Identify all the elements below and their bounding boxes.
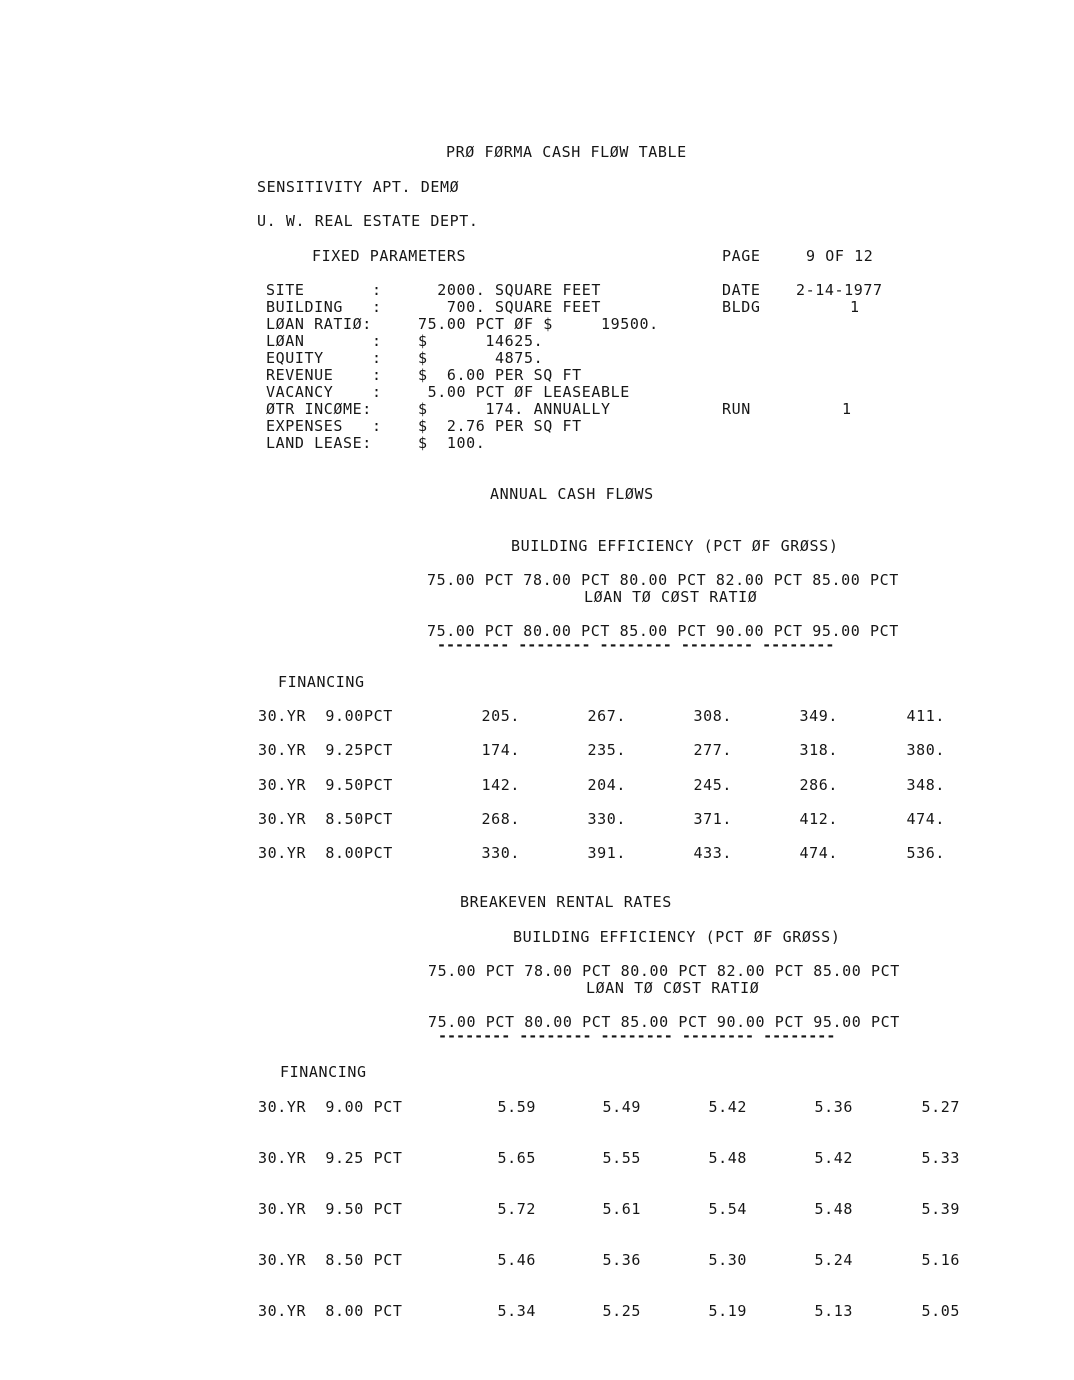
- annual-efficiency-columns: 75.00 PCT 78.00 PCT 80.00 PCT 82.00 PCT 85.00 PCT: [427, 571, 899, 589]
- table-cell: 5.30: [708, 1251, 747, 1269]
- report-subtitle: SENSITIVITY APT. DEMØ: [257, 178, 460, 196]
- breakeven-efficiency-columns: 75.00 PCT 78.00 PCT 80.00 PCT 82.00 PCT 85.00 PCT: [428, 962, 900, 980]
- table-cell: 245.: [693, 775, 732, 794]
- table-cell: 5.65: [497, 1149, 536, 1167]
- breakeven-ltc-columns: 75.00 PCT 80.00 PCT 85.00 PCT 90.00 PCT 95.00 PCT: [428, 1013, 900, 1031]
- table-row: [0, 741, 1074, 761]
- table-cell: 286.: [799, 775, 838, 794]
- table-cell: 277.: [693, 741, 732, 760]
- table-cell: 5.13: [814, 1302, 853, 1320]
- page-title: PRØ FØRMA CASH FLØW TABLE: [446, 143, 687, 161]
- table-cell: 235.: [587, 741, 626, 760]
- table-cell: 411.: [906, 707, 945, 725]
- parameter-label: EXPENSES :: [266, 417, 382, 435]
- breakeven-ltc-label: LØAN TØ CØST RATIØ: [586, 979, 760, 997]
- financing-term: 30.YR 8.00 PCT: [258, 1302, 403, 1320]
- date-label: DATE: [722, 281, 761, 299]
- parameter-value: 2000. SQUARE FEET: [418, 281, 601, 299]
- date-value: 2-14-1977: [796, 281, 883, 299]
- parameter-label: REVENUE :: [266, 366, 382, 384]
- table-cell: 5.48: [814, 1200, 853, 1218]
- annual-financing-label: FINANCING: [278, 673, 365, 691]
- table-row: [0, 1149, 1074, 1169]
- table-cell: 412.: [799, 809, 838, 828]
- parameter-label: ØTR INCØME:: [266, 400, 372, 418]
- table-cell: 268.: [481, 809, 520, 828]
- table-row: [0, 1251, 1074, 1271]
- breakeven-column-rule: -------- -------- -------- -------- --------: [438, 1027, 836, 1045]
- annual-cash-flows-title: ANNUAL CASH FLØWS: [490, 485, 654, 503]
- parameter-label: SITE :: [266, 281, 382, 299]
- financing-term: 30.YR 9.50 PCT: [258, 1200, 403, 1218]
- parameter-value: $ 100.: [418, 434, 486, 452]
- table-cell: 5.55: [602, 1149, 641, 1167]
- financing-term: 30.YR 9.00 PCT: [258, 1098, 403, 1116]
- table-cell: 5.48: [708, 1149, 747, 1167]
- page-number: 9 OF 12: [806, 247, 874, 265]
- parameter-value: $ 174. ANNUALLY: [418, 400, 611, 418]
- parameter-label: EQUITY :: [266, 349, 382, 367]
- parameter-label: LØAN RATIØ:: [266, 315, 372, 333]
- table-cell: 433.: [693, 844, 732, 863]
- table-cell: 5.33: [921, 1149, 960, 1167]
- organization-name: U. W. REAL ESTATE DEPT.: [257, 212, 479, 230]
- bldg-label: BLDG: [722, 298, 761, 316]
- table-cell: 5.25: [602, 1302, 641, 1320]
- table-cell: 205.: [481, 707, 520, 725]
- breakeven-financing-label: FINANCING: [280, 1063, 367, 1081]
- table-cell: 330.: [587, 809, 626, 828]
- breakeven-title: BREAKEVEN RENTAL RATES: [460, 893, 672, 911]
- parameter-label: BUILDING :: [266, 298, 382, 316]
- table-cell: 142.: [481, 775, 520, 794]
- parameter-label: VACANCY :: [266, 383, 382, 401]
- table-cell: 5.42: [814, 1149, 853, 1167]
- table-cell: 5.19: [708, 1302, 747, 1320]
- run-value: 1: [842, 400, 852, 418]
- table-cell: 174.: [481, 741, 520, 760]
- parameter-value: 700. SQUARE FEET: [418, 298, 601, 316]
- table-cell: 5.46: [497, 1251, 536, 1269]
- parameter-label: LØAN :: [266, 332, 382, 350]
- table-cell: 5.59: [497, 1098, 536, 1116]
- table-cell: 536.: [906, 844, 945, 863]
- fixed-parameters-heading: FIXED PARAMETERS: [312, 247, 467, 265]
- table-row: [0, 1098, 1074, 1118]
- table-cell: 308.: [693, 707, 732, 725]
- table-cell: 5.36: [814, 1098, 853, 1116]
- table-cell: 391.: [587, 844, 626, 863]
- table-row: [0, 1302, 1074, 1322]
- table-row: [0, 810, 1074, 830]
- table-row: [0, 844, 1074, 864]
- financing-term: 30.YR 8.50 PCT: [258, 1251, 403, 1269]
- financing-term: 30.YR 9.50PCT: [258, 775, 393, 794]
- parameter-value: $ 14625.: [418, 332, 544, 350]
- financing-term: 30.YR 8.50PCT: [258, 809, 393, 828]
- financing-term: 30.YR 9.25 PCT: [258, 1149, 403, 1167]
- run-label: RUN: [722, 400, 751, 418]
- financing-term: 30.YR 9.00PCT: [258, 707, 393, 725]
- table-cell: 5.16: [921, 1251, 960, 1269]
- parameter-value: $ 2.76 PER SQ FT: [418, 417, 582, 435]
- table-cell: 204.: [587, 775, 626, 794]
- annual-efficiency-label: BUILDING EFFICIENCY (PCT ØF GRØSS): [511, 537, 839, 555]
- table-cell: 5.61: [602, 1200, 641, 1218]
- annual-ltc-columns: 75.00 PCT 80.00 PCT 85.00 PCT 90.00 PCT 95.00 PCT: [427, 622, 899, 640]
- table-cell: 5.49: [602, 1098, 641, 1116]
- table-row: [0, 707, 1074, 727]
- table-cell: 5.39: [921, 1200, 960, 1218]
- bldg-value: 1: [850, 298, 860, 316]
- table-cell: 349.: [799, 707, 838, 725]
- table-row: [0, 776, 1074, 796]
- annual-ltc-label: LØAN TØ CØST RATIØ: [584, 588, 758, 606]
- annual-column-rule: -------- -------- -------- -------- --------: [437, 636, 835, 654]
- table-row: [0, 1200, 1074, 1220]
- table-cell: 5.27: [921, 1098, 960, 1116]
- table-cell: 5.42: [708, 1098, 747, 1116]
- table-cell: 474.: [799, 844, 838, 863]
- table-cell: 474.: [906, 809, 945, 828]
- parameter-value: $ 4875.: [418, 349, 544, 367]
- parameter-value: 75.00 PCT ØF $ 19500.: [418, 315, 659, 333]
- table-cell: 318.: [799, 741, 838, 760]
- table-cell: 5.36: [602, 1251, 641, 1269]
- parameter-value: $ 6.00 PER SQ FT: [418, 366, 582, 384]
- financing-term: 30.YR 9.25PCT: [258, 741, 393, 760]
- table-cell: 330.: [481, 844, 520, 863]
- parameter-label: LAND LEASE:: [266, 434, 372, 452]
- parameter-value: 5.00 PCT ØF LEASEABLE: [418, 383, 630, 401]
- breakeven-efficiency-label: BUILDING EFFICIENCY (PCT ØF GRØSS): [513, 928, 841, 946]
- table-cell: 267.: [587, 707, 626, 725]
- financing-term: 30.YR 8.00PCT: [258, 844, 393, 863]
- table-cell: 5.34: [497, 1302, 536, 1320]
- table-cell: 5.54: [708, 1200, 747, 1218]
- table-cell: 5.72: [497, 1200, 536, 1218]
- table-cell: 348.: [906, 775, 945, 794]
- table-cell: 371.: [693, 809, 732, 828]
- table-cell: 5.24: [814, 1251, 853, 1269]
- page-label: PAGE: [722, 247, 761, 265]
- table-cell: 5.05: [921, 1302, 960, 1320]
- table-cell: 380.: [906, 741, 945, 760]
